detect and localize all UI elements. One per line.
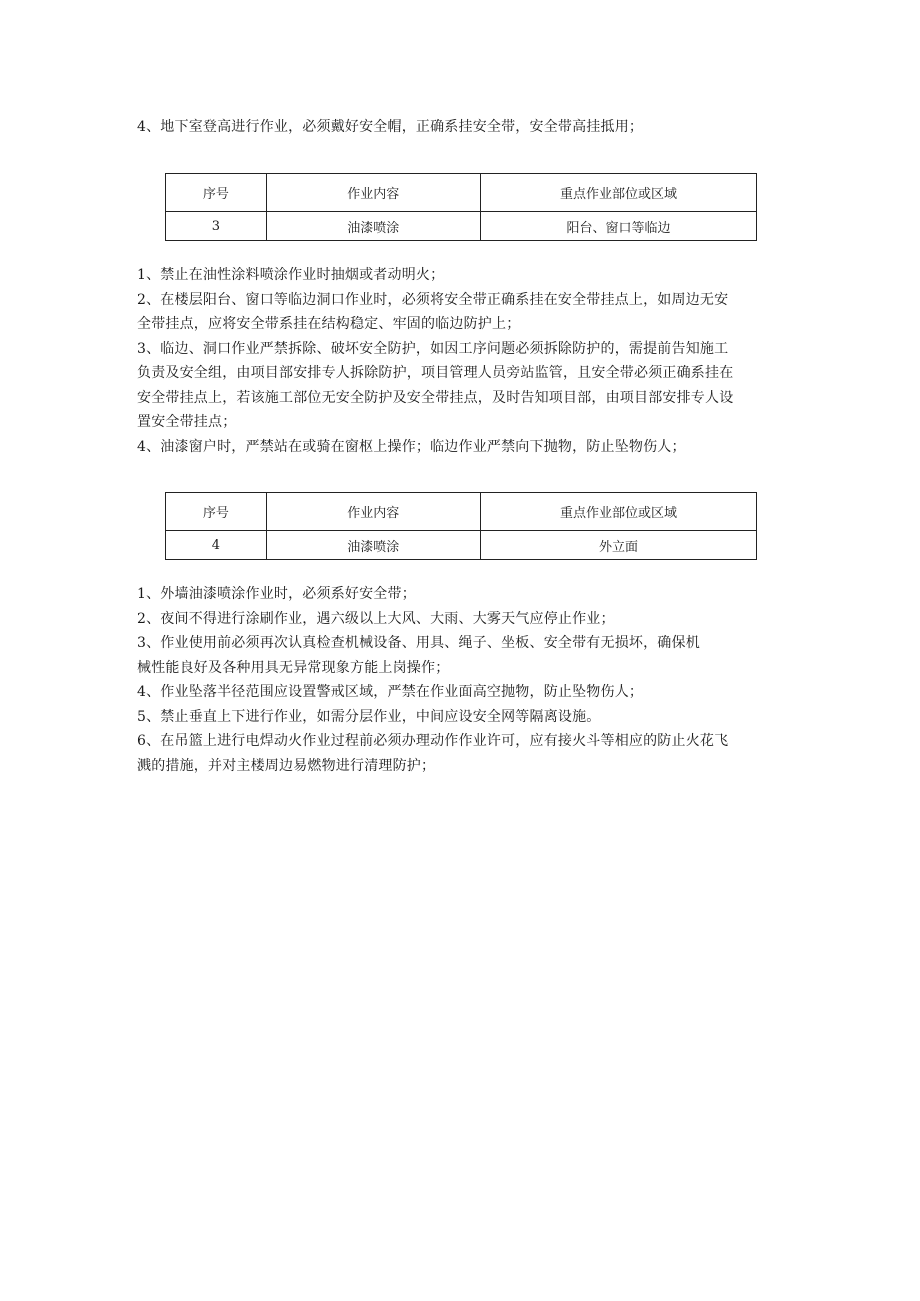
table-header-row — [166, 493, 757, 531]
header-cell-area: 重点作业部位或区域 — [480, 493, 756, 531]
cell-content: 油漆喷涂 — [266, 212, 480, 241]
section-2-line: 溅的措施，并对主楼周边易燃物进行清理防护； — [137, 757, 436, 774]
section-1-line: 1、禁止在油性涂料喷涂作业时抽烟或者动明火； — [137, 267, 445, 283]
table-row — [166, 212, 757, 241]
table-row — [166, 531, 757, 560]
section-2-line: 5、禁止垂直上下进行作业，如需分层作业，中间应设安全网等隔离设施。 — [137, 708, 601, 725]
cell-number: 3 — [166, 212, 267, 241]
section-2-line: 4、作业坠落半径范围应设置警戒区域，严禁在作业面高空抛物，防止坠物伤人； — [137, 684, 644, 700]
header-cell-content: 作业内容 — [266, 174, 480, 212]
cell-number: 4 — [166, 531, 267, 560]
section-1-line: 负责及安全组，由项目部安排专人拆除防护，项目管理人员旁站监管，且安全带必须正确系挂在 — [137, 365, 734, 381]
section-1-line: 安全带挂点上，若该施工部位无安全防护及安全带挂点，及时告知项目部，由项目部安排专人设 — [137, 389, 734, 406]
section-1-line: 置安全带挂点； — [137, 414, 237, 430]
section-2-line: 3、作业使用前必须再次认真检查机械设备、用具、绳子、坐板、安全带有无损坏，确保机 — [137, 635, 700, 651]
section-1-text — [137, 263, 787, 459]
section-1-line: 全带挂点，应将安全带系挂在结构稳定、牢固的临边防护上； — [137, 316, 521, 332]
section-2-line: 2、夜间不得进行涂刷作业，遇六级以上大风、大雨、大雾天气应停止作业； — [137, 610, 615, 627]
work-table-2 — [165, 492, 757, 560]
header-cell-content: 作业内容 — [266, 493, 480, 531]
section-2-line: 6、在吊篮上进行电焊动火作业过程前必须办理动作作业许可，应有接火斗等相应的防止火花飞 — [137, 733, 729, 749]
cell-content: 油漆喷涂 — [266, 531, 480, 560]
table-header-row — [166, 174, 757, 212]
section-2-text — [137, 582, 787, 778]
header-cell-number: 序号 — [166, 174, 267, 212]
section-2-line: 1、外墙油漆喷涂作业时，必须系好安全带； — [137, 586, 416, 602]
header-cell-area: 重点作业部位或区域 — [480, 174, 756, 212]
cell-area: 阳台、窗口等临边 — [480, 212, 756, 241]
section-1-line: 3、临边、洞口作业严禁拆除、破坏安全防护，如因工序问题必须拆除防护的，需提前告知施工 — [137, 340, 729, 357]
section-2-line: 械性能良好及各种用具无异常现象方能上岗操作； — [137, 659, 450, 676]
intro-paragraph: 4、地下室登高进行作业，必须戴好安全帽，正确系挂安全带，安全带高挂抵用； — [137, 119, 644, 135]
section-1-line: 2、在楼层阳台、窗口等临边洞口作业时，必须将安全带正确系挂在安全带挂点上，如周边无安 — [137, 291, 729, 308]
cell-area: 外立面 — [480, 531, 756, 560]
section-1-line: 4、油漆窗户时，严禁站在或骑在窗枢上操作；临边作业严禁向下抛物，防止坠物伤人； — [137, 438, 686, 455]
work-table-1 — [165, 173, 757, 241]
header-cell-number: 序号 — [166, 493, 267, 531]
